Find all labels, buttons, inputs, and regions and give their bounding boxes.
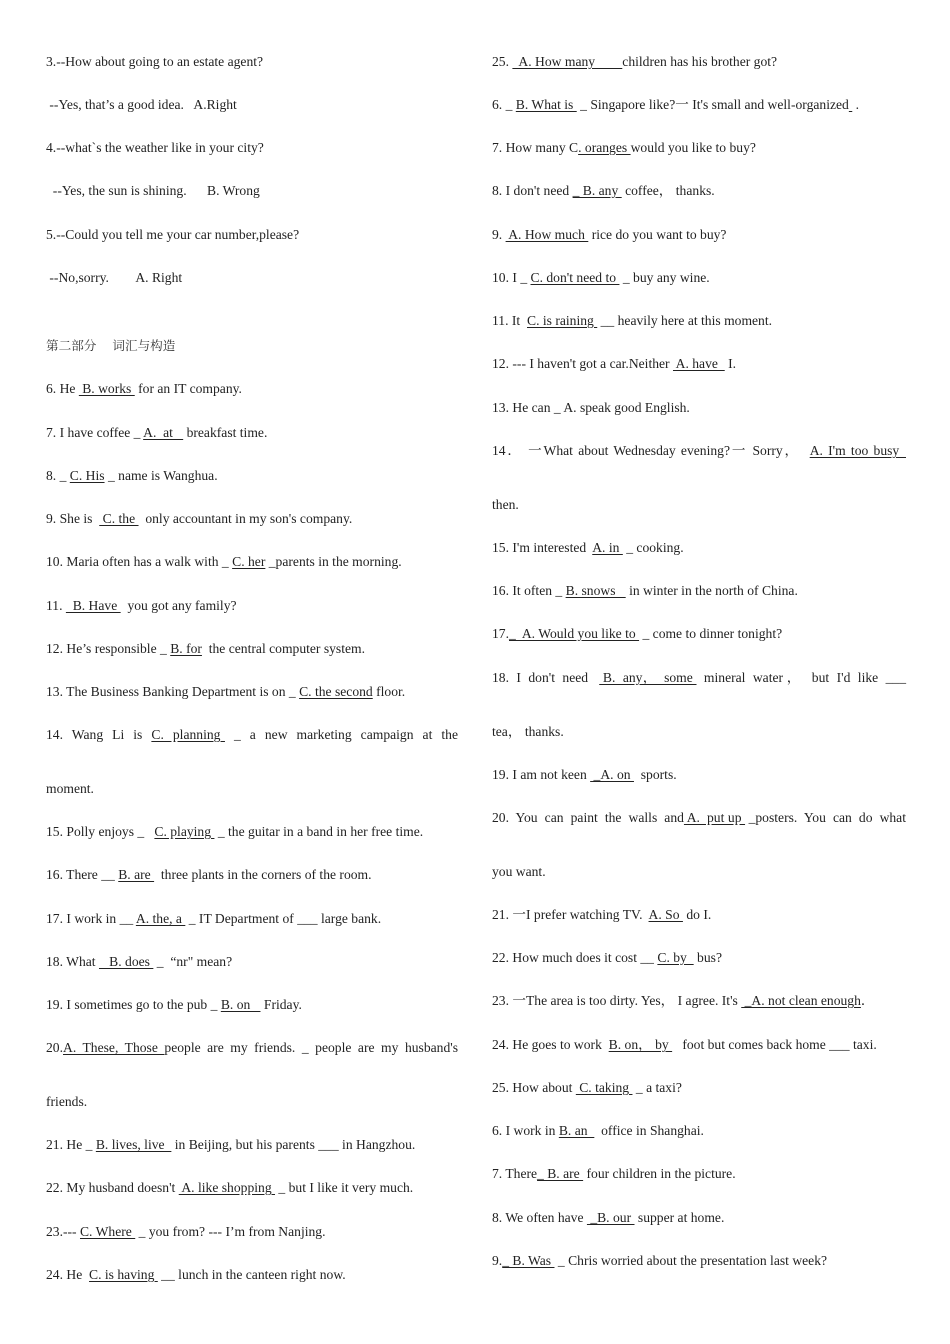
question-line <box>46 381 242 397</box>
answer-underline: C. Where <box>79 1224 136 1239</box>
text-segment: 19. I sometimes go to the pub _ <box>46 997 221 1012</box>
question-line <box>492 313 772 329</box>
question-line <box>46 1137 415 1153</box>
text-segment: 20. <box>46 1040 63 1055</box>
question-line <box>46 554 402 570</box>
text-segment: 11. It <box>492 313 527 328</box>
question-line <box>492 270 710 286</box>
text-segment: children has his brother got? <box>622 54 778 69</box>
text-segment: 12. --- I haven't got a car.Neither <box>492 356 673 371</box>
text-segment: _ come to dinner tonight? <box>639 626 783 641</box>
answer-underline: C. by <box>657 950 694 965</box>
question-line <box>492 400 690 416</box>
text-segment: 19. I am not keen <box>492 767 591 782</box>
question-line <box>492 97 859 113</box>
text-segment: the central computer system. <box>201 641 366 656</box>
answer-underline: A. in <box>592 540 623 555</box>
text-segment: 24. He goes to work <box>492 1037 609 1052</box>
text-segment: 22. How much does it cost __ <box>492 950 658 965</box>
question-line <box>46 511 352 527</box>
text-segment: sports. <box>633 767 677 782</box>
text-segment: 6. He <box>46 381 79 396</box>
question-line <box>46 598 237 614</box>
text-segment: 14. Wang Li is <box>46 727 152 742</box>
text-segment: 13. The Business Banking Department is on _ <box>46 684 300 699</box>
text-segment: 9. <box>492 227 506 242</box>
text-segment: friends. <box>46 1094 88 1109</box>
text-segment: floor. <box>372 684 406 699</box>
answer-underline: A. How much <box>505 227 589 242</box>
question-line <box>46 954 232 970</box>
answer-underline: C. planning <box>151 727 225 742</box>
text-segment: 18. What <box>46 954 99 969</box>
question-line <box>46 641 365 657</box>
answer-underline: B. for <box>170 641 202 656</box>
question-line <box>492 724 564 740</box>
text-segment: __ lunch in the canteen right now. <box>157 1267 346 1282</box>
text-segment: 6. _ <box>492 97 516 112</box>
answer-underline: A. I'm too busy <box>809 443 906 458</box>
text-segment: --Yes, the sun is shining. B. Wrong <box>46 183 260 198</box>
text-segment: 3.--How about going to an estate agent? <box>46 54 264 69</box>
text-segment: do I. <box>682 907 712 922</box>
answer-underline: B. Have <box>65 598 121 613</box>
question-line <box>46 97 237 113</box>
answer-underline: C. taking <box>575 1080 633 1095</box>
text-segment: office in Shanghai. <box>594 1123 704 1138</box>
question-line <box>46 727 458 743</box>
text-segment: . <box>852 97 860 112</box>
text-segment: 10. Maria often has a walk with _ <box>46 554 233 569</box>
question-line <box>492 497 519 513</box>
answer-underline: B. on， by <box>608 1037 673 1052</box>
text-segment: _ buy any wine. <box>619 270 710 285</box>
question-line <box>46 1180 413 1196</box>
text-segment: Friday. <box>260 997 302 1012</box>
question-line <box>492 540 684 556</box>
question-line <box>492 443 906 459</box>
question-line <box>46 1267 346 1283</box>
text-segment: 11. <box>46 598 66 613</box>
answer-underline: A. How many <box>512 54 599 69</box>
question-line <box>492 993 875 1009</box>
text-segment: 17. I work in __ <box>46 911 136 926</box>
answer-underline: _A. not clean enough <box>741 993 861 1008</box>
text-segment: 7. How many C <box>492 140 579 155</box>
question-line <box>46 1094 87 1110</box>
answer-underline: B. are <box>118 867 155 882</box>
question-line <box>492 626 782 642</box>
text-segment: foot but comes back home ___ taxi. <box>672 1037 877 1052</box>
text-segment: 23. 一The area is too dirty. Yes， I agree. It's <box>492 993 742 1008</box>
text-segment: you got any family? <box>120 598 237 613</box>
text-segment: 7. There <box>492 1166 538 1181</box>
question-line <box>46 781 94 797</box>
answer-underline: A. put up <box>683 810 746 825</box>
question-line <box>492 54 777 70</box>
text-segment: 15. Polly enjoys _ <box>46 824 155 839</box>
text-segment: --Yes, that’s a good idea. A.Right <box>46 97 237 112</box>
question-line <box>46 997 302 1013</box>
answer-underline: _ B. Was <box>502 1253 555 1268</box>
answer-underline: B. any， some <box>599 670 697 685</box>
text-segment: people are my friends. _ people are my husband's <box>164 1040 459 1055</box>
question-line <box>492 864 546 880</box>
text-segment: _ name is Wanghua. <box>104 468 218 483</box>
text-segment: 8. I don't need <box>492 183 573 198</box>
text-segment: 6. I work in <box>492 1123 559 1138</box>
text-segment: _ a new marketing campaign at the <box>224 727 458 742</box>
text-segment: _posters. You can do what <box>745 810 906 825</box>
question-line <box>492 583 798 599</box>
answer-underline: _ B. are <box>537 1166 584 1181</box>
text-segment: _ the guitar in a band in her free time. <box>214 824 424 839</box>
answer-underline: _B. our <box>586 1210 635 1225</box>
question-line <box>492 670 906 686</box>
text-segment: coffee， thanks. <box>621 183 715 198</box>
text-segment: 21. 一I prefer watching TV. <box>492 907 649 922</box>
answer-underline <box>598 54 622 69</box>
question-line <box>492 1166 736 1182</box>
text-segment: in winter in the north of China. <box>625 583 798 598</box>
question-line <box>492 950 722 966</box>
question-line <box>492 1080 682 1096</box>
answer-underline: C. her <box>232 554 266 569</box>
question-line <box>492 1253 827 1269</box>
answer-underline: B. What is <box>515 97 577 112</box>
question-line <box>492 140 756 156</box>
text-segment: 13. He can _ A. speak good English. <box>492 400 690 415</box>
text-segment: in Beijing, but his parents ___ in Hangzhou. <box>171 1137 416 1152</box>
answer-underline: B. works <box>78 381 135 396</box>
text-segment: _ IT Department of ___ large bank. <box>185 911 382 926</box>
text-segment: 25. <box>492 54 513 69</box>
question-line <box>492 767 677 783</box>
question-line <box>46 54 263 70</box>
question-line <box>492 1123 704 1139</box>
text-segment: tea， thanks. <box>492 724 564 739</box>
answer-underline: A. These, Those <box>63 1040 165 1055</box>
answer-underline: . oranges <box>578 140 631 155</box>
answer-underline: C. the <box>99 511 139 526</box>
question-line <box>492 1037 877 1053</box>
answer-underline: B. an <box>558 1123 595 1138</box>
answer-underline: A. at <box>143 425 184 440</box>
text-segment: 5.--Could you tell me your car number,please? <box>46 227 300 242</box>
text-segment: 22. My husband doesn't <box>46 1180 179 1195</box>
answer-underline: B. lives, live <box>95 1137 172 1152</box>
answer-underline: A. like shopping <box>178 1180 276 1195</box>
question-line <box>46 1040 458 1056</box>
text-segment: four children in the picture. <box>583 1166 736 1181</box>
text-segment: 15. I'm interested <box>492 540 593 555</box>
text-segment: moment. <box>46 781 94 796</box>
text-segment: _ “nr" mean? <box>153 954 233 969</box>
text-segment: 12. He’s responsible _ <box>46 641 171 656</box>
text-segment: 17. <box>492 626 509 641</box>
text-segment: 25. How about <box>492 1080 576 1095</box>
text-segment: three plants in the corners of the room. <box>154 867 372 882</box>
answer-underline: A. have <box>672 356 725 371</box>
text-segment: 10. I _ <box>492 270 531 285</box>
text-segment: 21. He _ <box>46 1137 96 1152</box>
question-line <box>46 425 267 441</box>
answer-underline: C. don't need to <box>530 270 620 285</box>
question-line <box>46 684 405 700</box>
text-segment: 20. You can paint the walls and <box>492 810 684 825</box>
text-segment: rice do you want to buy? <box>588 227 727 242</box>
text-segment: I. <box>724 356 737 371</box>
text-segment: 16. It often _ <box>492 583 566 598</box>
text-segment: would you like to buy? <box>630 140 756 155</box>
question-line <box>492 356 736 372</box>
text-segment: ． <box>860 993 875 1008</box>
answer-underline: C. playing <box>154 824 215 839</box>
answer-underline: _ B. any <box>572 183 622 198</box>
text-segment: _ you from? --- I’m from Nanjing. <box>135 1224 326 1239</box>
question-line <box>492 907 711 923</box>
text-segment: 4.--what`s the weather like in your city? <box>46 140 264 155</box>
question-line <box>46 270 182 286</box>
text-segment: _ cooking. <box>622 540 684 555</box>
answer-underline: B. does <box>98 954 154 969</box>
question-line <box>492 183 715 199</box>
question-line <box>46 140 264 156</box>
question-line <box>46 183 260 199</box>
question-line <box>46 227 299 243</box>
text-segment: 8. We often have <box>492 1210 587 1225</box>
answer-underline: C. His <box>69 468 105 483</box>
text-segment: then. <box>492 497 519 512</box>
answer-underline: C. the second <box>299 684 373 699</box>
question-line <box>46 867 372 883</box>
question-line <box>46 1224 326 1240</box>
text-segment: 9. She is <box>46 511 100 526</box>
question-line <box>492 1210 724 1226</box>
answer-underline: _ A. Would you like to <box>509 626 640 641</box>
text-segment: supper at home. <box>634 1210 725 1225</box>
text-segment: bus? <box>693 950 722 965</box>
text-segment: 8. _ <box>46 468 70 483</box>
answer-underline: C. is raining <box>527 313 598 328</box>
text-segment: you want. <box>492 864 546 879</box>
text-segment: __ heavily here at this moment. <box>597 313 773 328</box>
text-segment: _ a taxi? <box>632 1080 682 1095</box>
text-segment: 第二部分 词汇与构造 <box>46 338 176 353</box>
text-segment: 7. I have coffee _ <box>46 425 144 440</box>
section-heading <box>46 338 175 354</box>
text-segment: 23.--- <box>46 1224 80 1239</box>
text-segment: 9. <box>492 1253 503 1268</box>
answer-underline: B. on <box>220 997 261 1012</box>
answer-underline: _A. on <box>590 767 634 782</box>
text-segment: only accountant in my son's company. <box>138 511 353 526</box>
text-segment: _ Singapore like?一 It's small and well-organized <box>576 97 849 112</box>
text-segment: _ Chris worried about the presentation last week? <box>554 1253 828 1268</box>
answer-underline: B. snows <box>565 583 626 598</box>
text-segment: 24. He <box>46 1267 90 1282</box>
answer-underline: C. is having <box>89 1267 158 1282</box>
question-line <box>46 824 423 840</box>
answer-underline: A. So <box>648 907 683 922</box>
text-segment: _ but I like it very much. <box>275 1180 414 1195</box>
answer-underline: A. the, a <box>135 911 186 926</box>
text-segment: for an IT company. <box>134 381 242 396</box>
question-line <box>492 227 726 243</box>
question-line <box>46 468 218 484</box>
question-line <box>492 810 906 826</box>
text-segment: --No,sorry. A. Right <box>46 270 183 285</box>
text-segment: 16. There __ <box>46 867 119 882</box>
text-segment: _parents in the morning. <box>265 554 402 569</box>
text-segment: 14． 一What about Wednesday evening?一 Sorry， <box>492 443 810 458</box>
text-segment: breakfast time. <box>183 425 268 440</box>
question-line <box>46 911 381 927</box>
text-segment: mineral water ， but I'd like ___ <box>696 670 906 685</box>
text-segment: 18. I don't need <box>492 670 600 685</box>
